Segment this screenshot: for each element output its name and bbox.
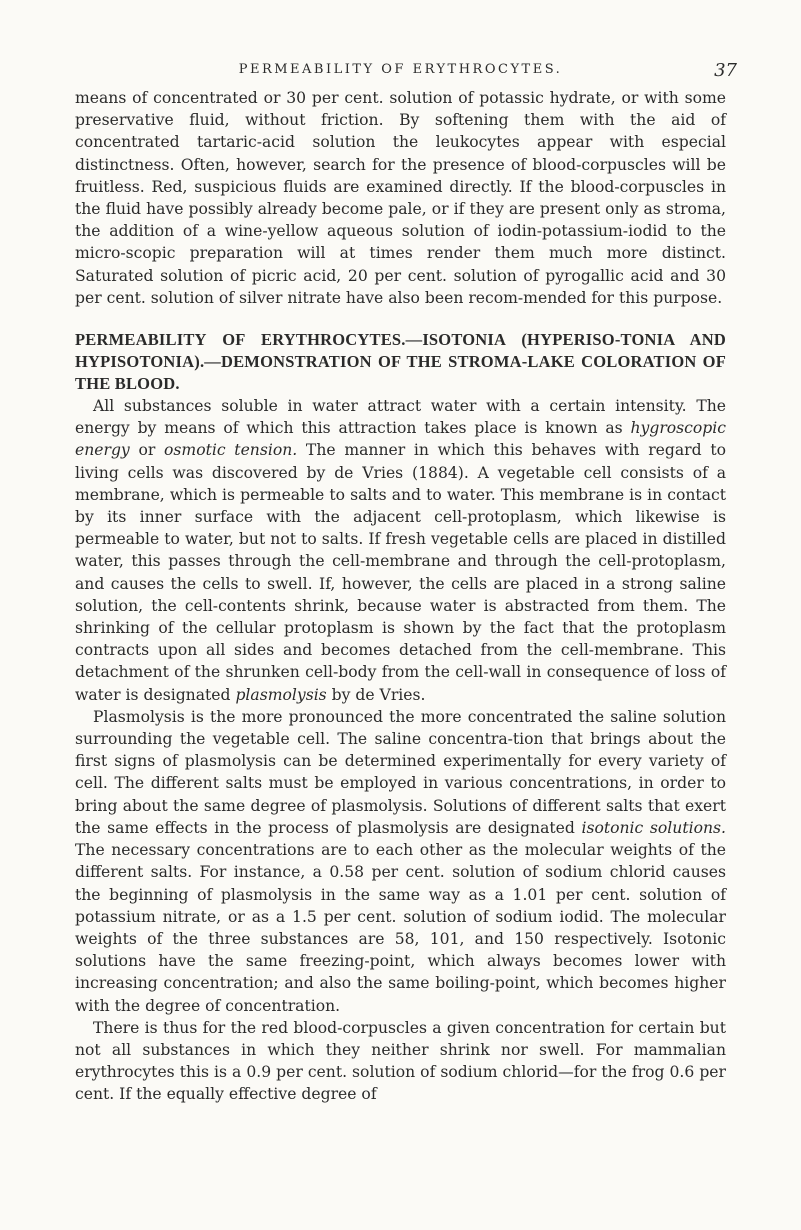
term-plasmolysis: plasmolysis xyxy=(235,685,327,704)
paragraph-3 xyxy=(75,706,726,1017)
page-number: 37 xyxy=(714,60,737,81)
page-body xyxy=(75,87,726,1106)
paragraph-2-text-d: by de Vries. xyxy=(326,685,426,704)
term-osmotic-tension: osmotic tension. xyxy=(164,441,298,460)
paragraph-1: means of concentrated or 30 per cent. solution of potassic hydrate, or with some preservative fluid, without friction. By softening them with the aid of concentrated tartaric-acid solution the leukocytes appear with especial distinctness. Often, however, search for the presence of blood-corpuscles will be fruitless. Red, suspicious fluids are examined directly. If the blood-corpuscles in the fluid have possibly already become pale, or if they are present only as stroma, the addition of a wine-yellow aqueous solution of iodin-potassium-iodid to the micro-scopic preparation will at times render them much more distinct. Saturated solution of picric acid, 20 per cent. solution of pyrogallic acid and 30 per cent. solution of silver nitrate have also been recom-mended for this purpose. xyxy=(75,89,726,307)
paragraph-2-text-a: All substances soluble in water attract water with a certain intensity. The energy by means of which this attraction takes place is known as xyxy=(75,397,726,438)
term-hygroscopic-energy: hygroscopic energy xyxy=(75,419,726,460)
paragraph-4: There is thus for the red blood-corpuscles a given concentration for certain but not all substances in which they neither shrink nor swell. For mammalian erythrocytes this is a 0.9 per cent. solution of sodium chlorid—for the frog 0.6 per cent. If the equally effective degree of xyxy=(75,1018,726,1104)
running-head: PERMEABILITY OF ERYTHROCYTES. xyxy=(238,62,563,77)
page-header xyxy=(0,62,801,86)
paragraph-2-text-c: The manner in which this behaves with regard to living cells was discovered by de Vries (1884). A vegetable cell consists of a membrane, which is permeable to salts and to water. This membrane is in contact by its inner surface with the adjacent cell-protoplasm, which likewise is permeable to water, but not to salts. If fresh vegetable cells are placed in distilled water, this passes through the cell-membrane and through the cell-protoplasm, and causes the cells to swell. If, however, the cells are placed in a strong saline solution, the cell-contents shrink, because water is abstracted from them. The shrinking of the cellular protoplasm is shown by the fact that the protoplasm contracts upon all sides and becomes detached from the cell-membrane. This detachment of the shrunken cell-body from the cell-wall in consequence of loss of water is designated xyxy=(75,441,726,704)
paragraph-3-text-a: Plasmolysis is the more pronounced the more concentrated the saline solution surrounding the vegetable cell. The saline concentra-tion that brings about the first signs of plasmolysis can be determined experimentally for every variety of cell. The different salts must be employed in various concentrations, in order to bring about the same degree of plasmolysis. Solutions of different salts that exert the same effects in the process of plasmolysis are designated xyxy=(75,707,726,837)
paragraph-2 xyxy=(75,395,726,706)
term-isotonic-solutions: isotonic solutions. xyxy=(581,818,726,837)
paragraph-2-text-b: or xyxy=(129,441,165,460)
paragraph-3-text-b: The necessary concentrations are to each other as the molecular weights of the different salts. For instance, a 0.58 per cent. solution of sodium chlorid causes the beginning of plasmolysis in the same way as a 1.01 per cent. solution of potassium nitrate, or as a 1.5 per cent. solution of sodium iodid. The molecular weights of the three substances are 58, 101, and 150 respectively. Isotonic solutions have the same freezing-point, which always becomes lower with increasing concentration; and also the same boiling-point, which becomes higher with the degree of concentration. xyxy=(75,841,726,1015)
section-heading: PERMEABILITY OF ERYTHROCYTES.—ISOTONIA (HYPERISO-TONIA AND HYPISOTONIA).—DEMONSTRATION OF THE STROMA-LAKE COLORATION OF THE BLOOD. xyxy=(75,330,726,394)
